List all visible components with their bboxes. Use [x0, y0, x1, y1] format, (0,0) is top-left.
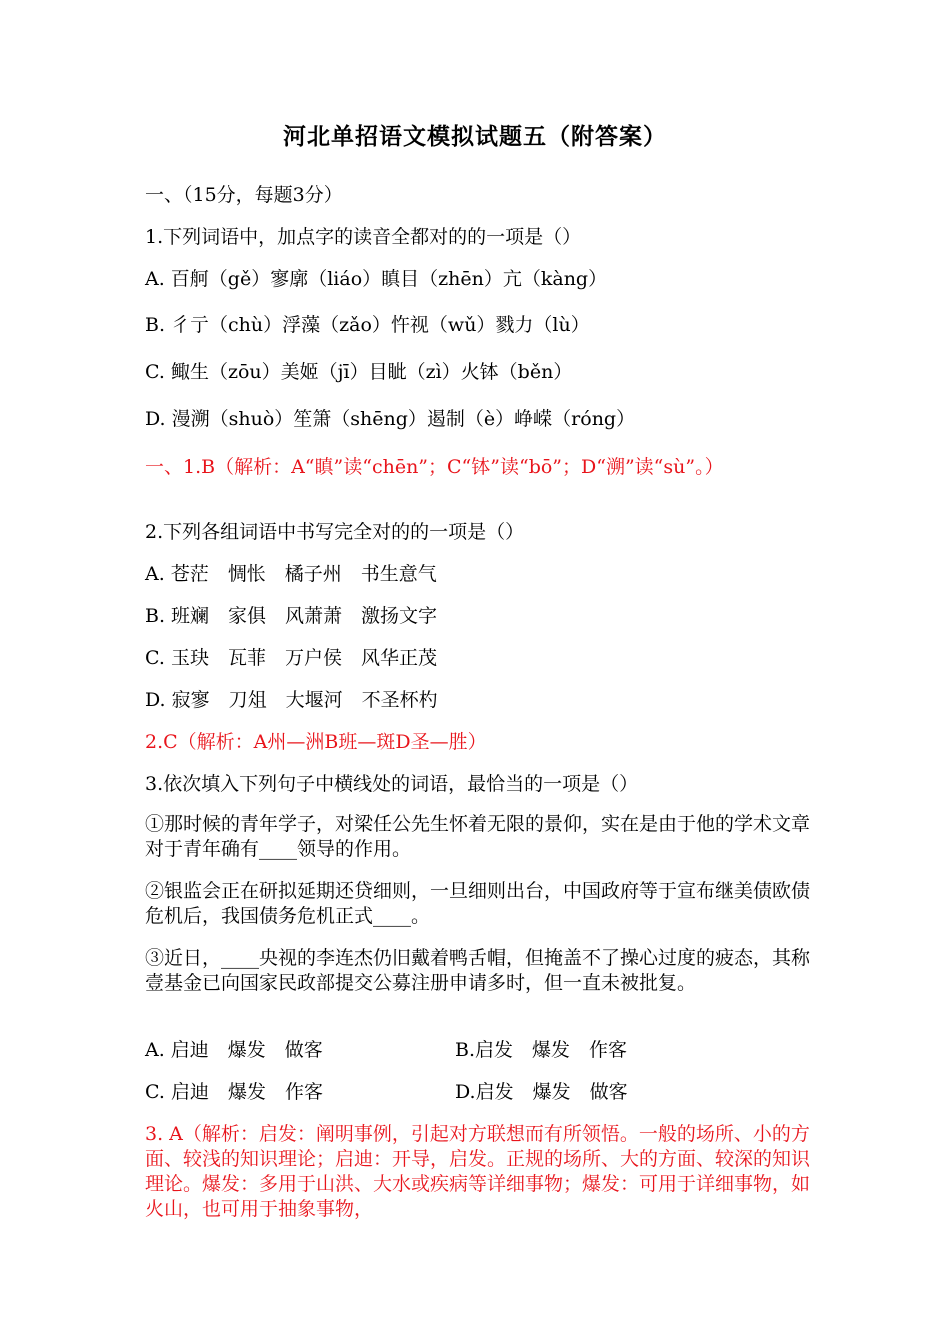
document-title: 河北单招语文模拟试题五（附答案）: [283, 124, 667, 150]
question-1-option-a: A. 百舸（gě）寥廓（liáo）瞋目（zhēn）亢（kàng）: [145, 268, 608, 290]
question-2-answer: 2.C（解析：A州—洲B班—斑D圣—胜）: [145, 731, 487, 753]
question-3-sentence-1: ①那时候的青年学子，对梁任公先生怀着无限的景仰，实在是由于他的学术文章对于青年确有____领导的作用。: [145, 813, 811, 860]
question-1-stem: 1.下列词语中，加点字的读音全都对的的一项是（）: [145, 226, 582, 248]
question-3-sentence-2: ②银监会正在研拟延期还贷细则，一旦细则出台，中国政府等于宣布继美债欧债危机后，我国债务危机正式____。: [145, 880, 811, 927]
question-3-option-b: B.启发 爆发 作客: [455, 1039, 628, 1061]
question-2-option-d: D. 寂寥 刀俎 大堰河 不圣杯杓: [145, 689, 438, 711]
question-3-answer: 3. A（解析：启发：阐明事例，引起对方联想而有所领悟。一般的场所、小的方面、较浅的知识理论；启迪：开导，启发。正规的场所、大的方面、较深的知识理论。爆发：多用于山洪、大水或疾病等详细事物；爆发：可用于详细事物，如火山，也可用于抽象事物，: [145, 1123, 811, 1220]
question-2-option-b: B. 班斓 家俱 风萧萧 激扬文字: [145, 605, 438, 627]
question-3-option-d: D.启发 爆发 做客: [455, 1081, 628, 1103]
question-3-stem: 3.依次填入下列句子中横线处的词语，最恰当的一项是（）: [145, 773, 639, 795]
question-2-option-c: C. 玉玦 瓦菲 万户侯 风华正茂: [145, 647, 437, 669]
question-1-option-d: D. 漫溯（shuò）笙箫（shēng）遏制（è）峥嵘（róng）: [145, 408, 636, 430]
question-3-option-a: A. 启迪 爆发 做客: [145, 1039, 323, 1061]
question-3-option-c: C. 启迪 爆发 作客: [145, 1081, 323, 1103]
question-3-sentence-3: ③近日，____央视的李连杰仍旧戴着鸭舌帽，但掩盖不了操心过度的疲态，其称壹基金已向国家民政部提交公募注册申请多时，但一直未被批复。: [145, 947, 811, 994]
question-2-stem: 2.下列各组词语中书写完全对的的一项是（）: [145, 521, 525, 543]
section-heading: 一、（15分，每题3分）: [145, 184, 343, 206]
question-1-option-b: B. 彳亍（chù）浮藻（zǎo）忤视（wǔ）戮力（lù）: [145, 314, 590, 336]
question-1-option-c: C. 鲰生（zōu）美姬（jī）目眦（zì）火钵（běn）: [145, 361, 573, 383]
question-2-option-a: A. 苍茫 惆怅 橘子州 书生意气: [145, 563, 437, 585]
question-1-answer: 一、1.B（解析：A“瞋”读“chēn”；C“钵”读“bō”；D“溯”读“sù”。）: [145, 456, 724, 478]
